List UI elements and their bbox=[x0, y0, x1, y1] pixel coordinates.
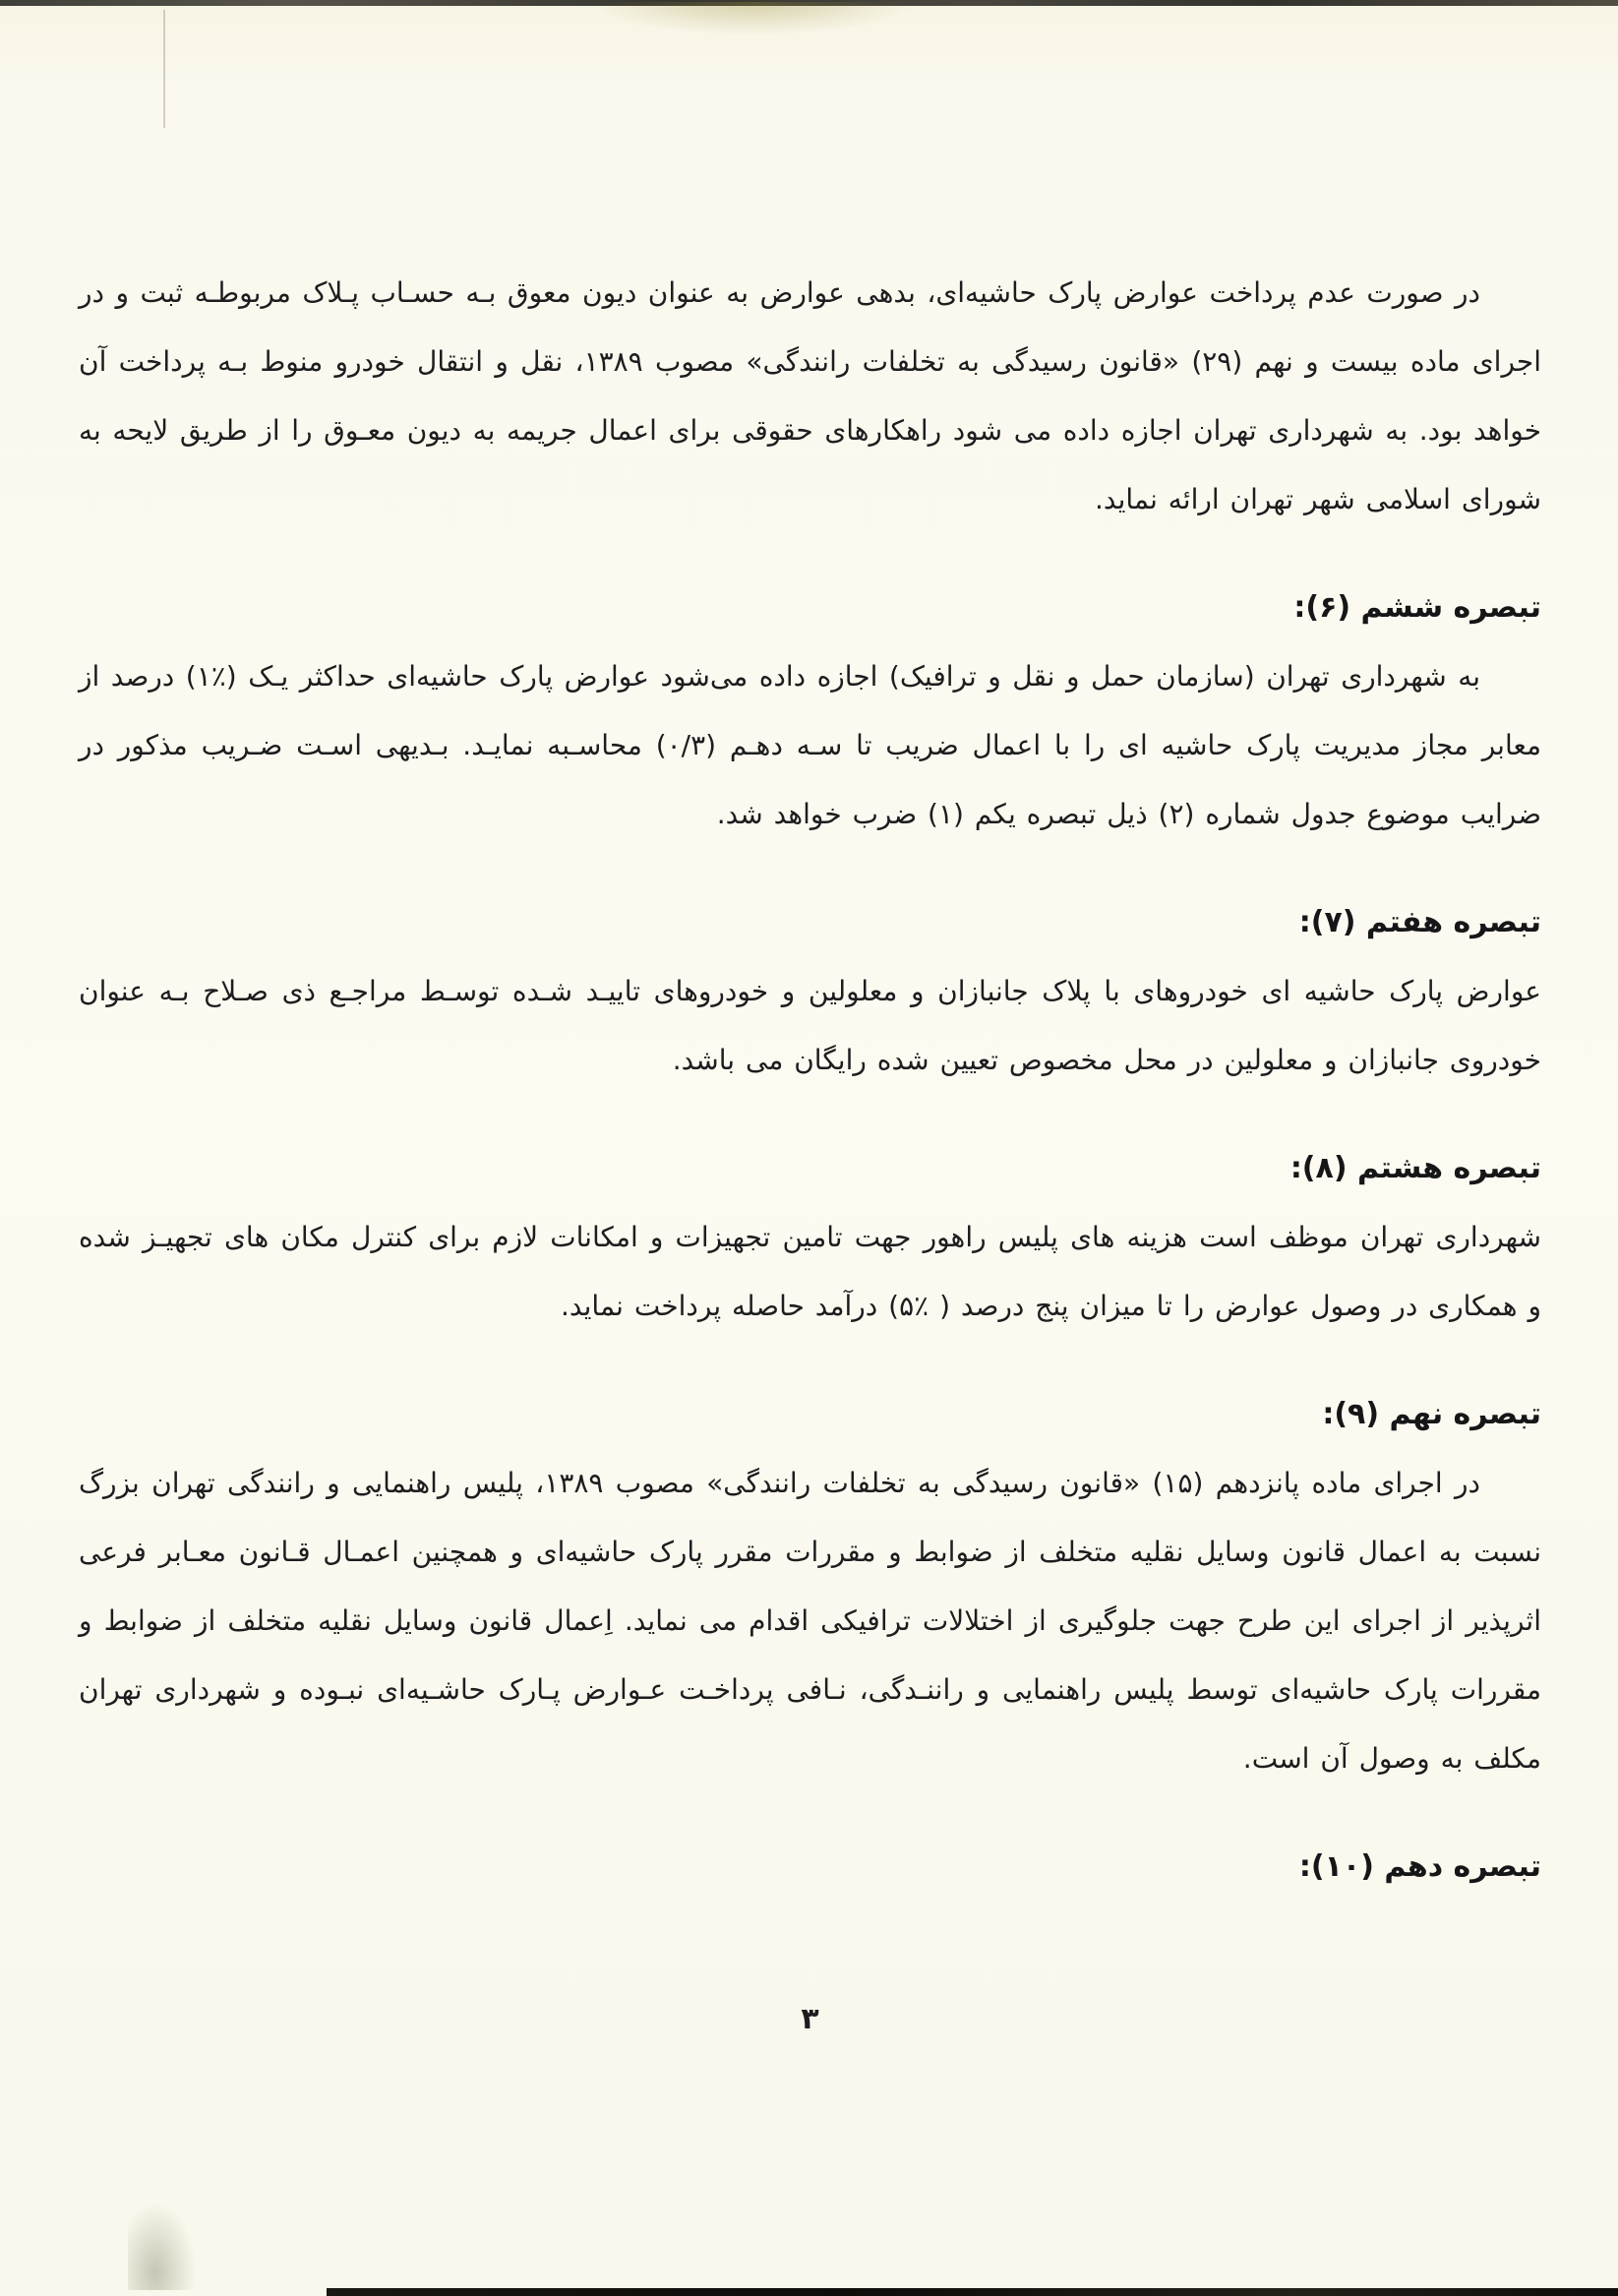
section-6-heading: تبصره ششم (۶): bbox=[1293, 590, 1541, 625]
section-7-body: عوارض پارک حاشیه ای خودروهای با پلاک جانبازان و معلولین و خودروهای تاییـد شـده توسـط مراجـع ذی صـلاح بـه عنوان خودروی جانبازان و معلولین در محل مخصوص تعیین شده رایگان می باشد. bbox=[79, 975, 1541, 1076]
intro-paragraph: در صورت عدم پرداخت عوارض پارک حاشیه‌ای، بدهی عوارض به عنوان دیون معوق بـه حسـاب پـلاک مربوطـه ثبت و در اجرای ماده بیست و نهم (۲۹) «قانون رسیدگی به تخلفات رانندگی» مصوب ۱۳۸۹، نقل و انتقال خودرو منوط بـه پرداخت آن خواهد بود. به شهرداری تهران اجازه داده می شود راهکارهای حقوقی برای اعمال جریمه به دیون معـوق را از طریق لایحه به شورای اسلامی شهر تهران ارائه نماید. bbox=[79, 276, 1542, 515]
section-7-heading: تبصره هفتم (۷): bbox=[1298, 905, 1541, 939]
document-body bbox=[79, 0, 1541, 2036]
scan-edge-bottom bbox=[327, 2288, 1618, 2296]
section-9-body: در اجرای ماده پانزدهم (۱۵) «قانون رسیدگی به تخلفات رانندگی» مصوب ۱۳۸۹، پلیس راهنمایی و رانندگی تهران بزرگ نسبت به اعمال قانون وسایل نقلیه متخلف از ضوابط و مقررات مقرر پارک حاشیه‌ای و همچنین اعمـال قـانون معـابر فرعی اثرپذیر از اجرای این طرح جهت جلوگیری از اختلالات ترافیکی اقدام می نماید. اِعمال قانون وسایل نقلیه متخلف از ضوابط و مقررات پارک حاشیه‌ای توسط پلیس راهنمایی و راننـدگی، نـافی پرداخـت عـوارض پـارک حاشـیه‌ای نبـوده و شهرداری تهران مکلف به وصول آن است. bbox=[79, 1467, 1541, 1775]
scan-smudge-bottom-left bbox=[128, 2202, 197, 2290]
section-8-body: شهرداری تهران موظف است هزینه های پلیس راهور جهت تامین تجهیزات و امکانات لازم برای کنترل مکان های تجهیـز شده و همکاری در وصول عوارض را تا میزان پنج درصد ( ٪۵) درآمد حاصله پرداخت نماید. bbox=[79, 1221, 1541, 1322]
section-9-heading: تبصره نهم (۹): bbox=[1322, 1397, 1541, 1431]
section-10-heading: تبصره دهم (۱۰): bbox=[1298, 1849, 1541, 1884]
page-number: ۳ bbox=[801, 2002, 819, 2036]
section-6-body: به شهرداری تهران (سازمان حمل و نقل و ترافیک) اجازه داده می‌شود عوارض پارک حاشیه‌ای حداکثر یـک (٪۱) درصد از معابر مجاز مدیریت پارک حاشیه ای را با اعمال ضریب تا سـه دهـم (۰/۳) محاسـبه نمایـد. بـدیهی اسـت ضـریب مذکور در ضرایب موضوع جدول شماره (۲) ذیل تبصره یکم (۱) ضرب خواهد شد. bbox=[79, 660, 1541, 830]
section-8-heading: تبصره هشتم (۸): bbox=[1289, 1151, 1541, 1185]
